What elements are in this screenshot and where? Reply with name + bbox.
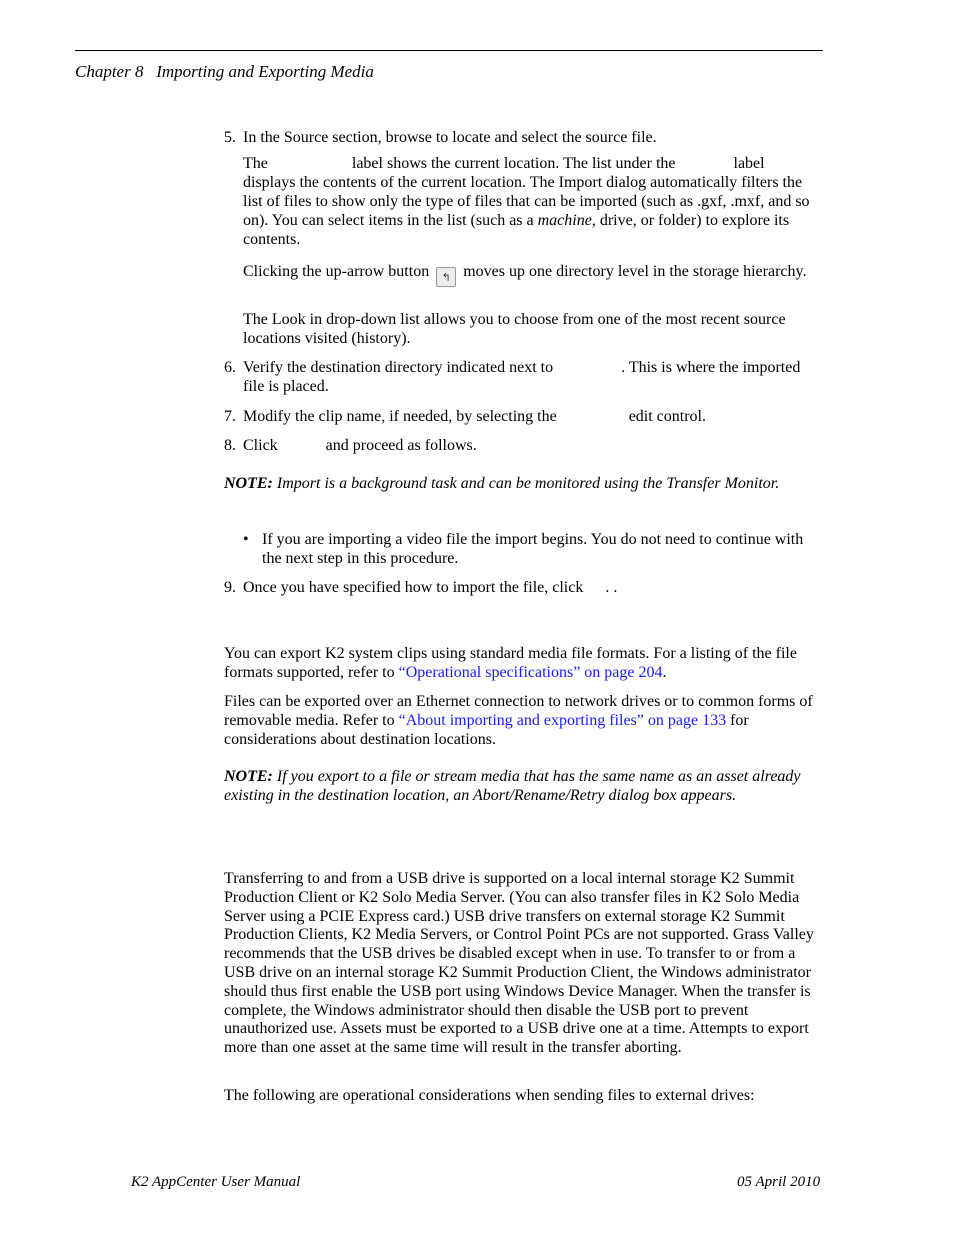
paragraph-text: . This is where the imported file is placed.: [243, 359, 801, 395]
up-arrow-icon: ↰: [436, 267, 456, 287]
step-text: [243, 578, 813, 597]
bullet-text: If you are importing a video file the import begins. You do not need to continue with the next step in this procedure.: [262, 531, 804, 567]
body-paragraph: [224, 644, 814, 682]
body-paragraph: Transferring to and from a USB drive is supported on a local internal storage K2 Summit Production Client or K2 Solo Media Server. (You can also transfer files in K2 Solo Media Server using a PCIE Express card.) USB drive transfers on external storage K2 Summit Production Clients, K2 Media Servers, or Control Point PCs are not supported. Grass Valley recommends that the USB drives be disabled except when in use. To transfer to or from a USB drive on an internal storage K2 Summit Production Client, the Windows administrator should thus first enable the USB port using Windows Device Manager. When the transfer is complete, the Windows administrator should then disable the USB port to prevent unauthorized use. Assets must be exported to a USB drive one at a time. Attempts to export more than one asset at the same time will result in the transfer aborting.: [224, 870, 814, 1057]
step-text: [243, 358, 813, 396]
paragraph-text: . .: [605, 579, 618, 596]
note: [224, 767, 814, 805]
paragraph-text: Clicking the up-arrow button: [243, 263, 430, 280]
footer-manual-title: K2 AppCenter User Manual: [131, 1174, 301, 1190]
paragraph-text: and proceed as follows.: [325, 437, 477, 454]
paragraph-text: displays the contents of the current location. The Import dialog automatically filters the list of files to show only the type of files that can be imported (such as .gxf, .mxf, and so on). You can select items in the list (such as a: [243, 174, 810, 229]
step-number: 5.: [224, 129, 236, 146]
step-text: In the Source section, browse to locate and select the source file.: [243, 129, 657, 146]
paragraph-text: Modify the clip name, if needed, by selecting the: [243, 408, 557, 425]
paragraph-text: moves up one directory level in the storage hierarchy.: [463, 263, 807, 280]
emphasis-text: machine: [537, 212, 592, 229]
paragraph-text: edit control.: [628, 408, 706, 425]
paragraph-text: The: [243, 155, 268, 172]
paragraph-text: label: [733, 155, 765, 172]
step-paragraph: [243, 262, 813, 287]
cross-reference-link[interactable]: “Operational specifications” on page 204: [398, 664, 663, 681]
note-text: Import is a background task and can be monitored using the Transfer Monitor.: [272, 475, 780, 492]
bullet-icon: •: [243, 531, 249, 548]
body-paragraph: The following are operational considerations when sending files to external drives:: [224, 1087, 755, 1104]
step-paragraph: [243, 154, 813, 249]
header-rule: [75, 50, 823, 51]
note: [224, 474, 814, 493]
step-number: 9.: [224, 579, 236, 596]
note-label: NOTE:: [224, 475, 273, 492]
paragraph-text: You can export K2 system clips using standard media file formats. For a listing of the file formats supported, refer to: [224, 645, 797, 681]
step-number: 7.: [224, 408, 236, 425]
step-paragraph: The Look in drop-down list allows you to choose from one of the most recent source locations visited (history).: [243, 311, 786, 347]
paragraph-text: Verify the destination directory indicated next to: [243, 359, 554, 376]
footer-date: 05 April 2010: [737, 1174, 821, 1190]
paragraph-text: for considerations about destination locations.: [224, 712, 749, 748]
paragraph-text: .: [662, 664, 667, 681]
running-header: Chapter 8 Importing and Exporting Media: [75, 62, 374, 81]
paragraph-text: label shows the current location. The list under the: [351, 155, 676, 172]
body-paragraph: [224, 692, 814, 749]
step-text: [243, 407, 813, 426]
step-number: 6.: [224, 359, 236, 376]
note-text: If you export to a file or stream media that has the same name as an asset already existing in the destination location, an Abort/Rename/Retry dialog box appears.: [224, 768, 801, 804]
note-label: NOTE:: [224, 768, 273, 785]
paragraph-text: , drive, or folder) to explore its contents.: [243, 212, 790, 248]
step-text: [243, 436, 813, 455]
paragraph-text: Files can be exported over an Ethernet connection to network drives or to common forms of removable media. Refer to: [224, 693, 813, 729]
cross-reference-link[interactable]: “About importing and exporting files” on page 133: [398, 712, 727, 729]
paragraph-text: Once you have specified how to import the file, click: [243, 579, 584, 596]
paragraph-text: Click: [243, 437, 278, 454]
step-number: 8.: [224, 437, 236, 454]
